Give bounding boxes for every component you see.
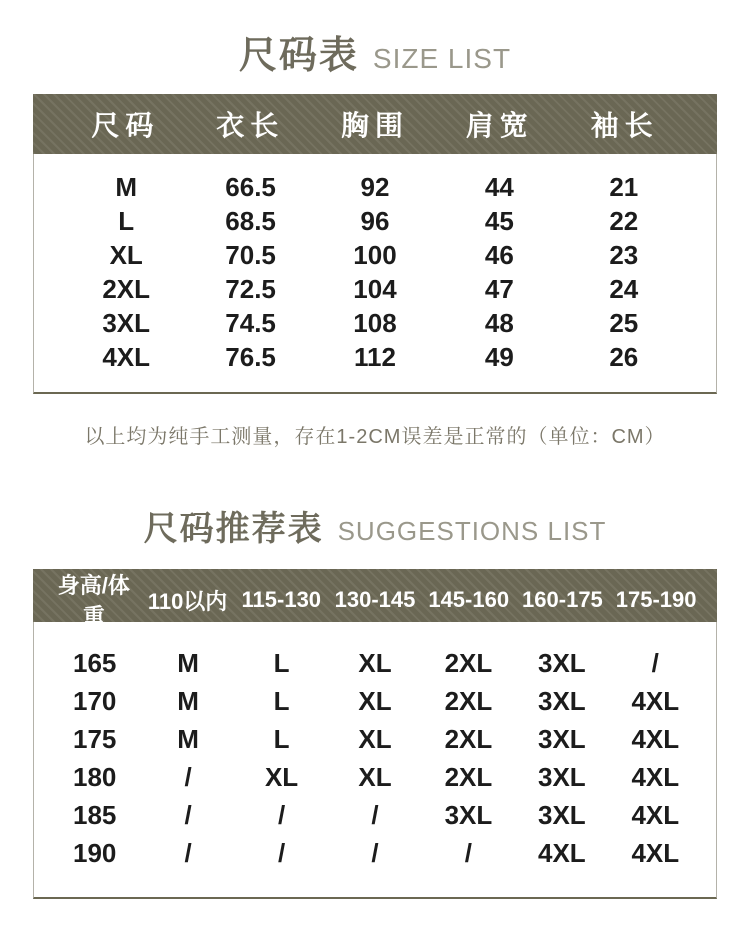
table-cell: 3XL — [538, 799, 586, 830]
table-cell: 112 — [354, 341, 396, 372]
table-cell: 23 — [609, 239, 639, 270]
table-cell: 76.5 — [225, 341, 276, 372]
table-cell: 3XL — [538, 647, 586, 678]
table-cell: / — [277, 837, 286, 868]
table-row — [34, 204, 716, 238]
table-cell: 4XL — [631, 799, 680, 830]
table-cell: 185 — [73, 799, 117, 830]
suggestion-table — [33, 569, 717, 899]
table-row — [34, 682, 716, 720]
table-row — [34, 720, 716, 758]
table-cell: 2XL — [444, 647, 493, 678]
table-row — [34, 238, 716, 272]
table-cell: 175 — [73, 723, 117, 754]
suggestion-table-body — [33, 622, 717, 899]
table-cell: 22 — [609, 205, 639, 236]
table-cell: 4XL — [631, 685, 680, 716]
table-cell: XL — [264, 761, 299, 792]
table-cell: 100 — [353, 239, 397, 270]
table-row — [34, 306, 716, 340]
size-table-note: 以上均为纯手工测量，存在1-2CM误差是正常的（单位：CM） — [84, 426, 666, 448]
table-cell: 21 — [609, 171, 639, 202]
header-cell-sleeve: 袖长 — [590, 110, 659, 141]
table-cell: / — [371, 837, 379, 868]
header-cell-length: 衣长 — [216, 110, 285, 141]
table-cell: M — [177, 723, 199, 754]
table-cell: 4XL — [631, 837, 680, 868]
table-cell: 104 — [353, 273, 397, 304]
size-table-title-cn: 尺码表 — [238, 35, 359, 77]
table-cell: / — [651, 647, 659, 678]
table-cell: 2XL — [444, 685, 493, 716]
table-cell: XL — [358, 647, 392, 678]
table-row — [34, 796, 716, 834]
table-cell: 4XL — [538, 837, 586, 868]
table-cell: M — [177, 685, 199, 716]
header-cell-bust: 胸围 — [340, 110, 409, 141]
table-row — [34, 272, 716, 306]
table-cell: 108 — [353, 307, 397, 338]
header-cell-weight-175-190: 175-190 — [615, 587, 697, 612]
table-cell: 74.5 — [225, 307, 276, 338]
table-cell: 2XL — [102, 273, 151, 304]
suggestion-table-title-cn: 尺码推荐表 — [143, 510, 324, 548]
table-cell: 44 — [484, 171, 514, 202]
table-cell: 4XL — [631, 723, 680, 754]
suggestion-table-title-en: SUGGESTIONS LIST — [337, 516, 607, 546]
table-cell: / — [371, 799, 379, 830]
table-cell: 46 — [484, 239, 514, 270]
table-row — [34, 644, 716, 682]
table-cell: 92 — [360, 171, 390, 202]
header-cell-size: 尺码 — [91, 110, 160, 141]
table-cell: 3XL — [538, 761, 586, 792]
table-cell: XL — [358, 723, 392, 754]
header-cell-weight-130-145: 130-145 — [334, 587, 416, 612]
table-cell: L — [118, 205, 135, 236]
table-cell: / — [277, 799, 286, 830]
table-cell: 49 — [484, 341, 514, 372]
table-cell: 72.5 — [225, 273, 276, 304]
table-cell: 68.5 — [225, 205, 276, 236]
table-cell: 3XL — [538, 723, 586, 754]
suggestion-table-header — [33, 569, 717, 629]
table-row — [34, 170, 716, 204]
header-cell-weight-145-160: 145-160 — [428, 587, 510, 612]
table-cell: 96 — [360, 205, 390, 236]
table-row — [34, 834, 716, 872]
table-cell: L — [273, 647, 290, 678]
header-cell-weight-110: 110以内 — [147, 588, 228, 614]
table-cell: 26 — [609, 341, 639, 372]
suggestion-table-title — [0, 507, 750, 551]
table-cell: 4XL — [631, 761, 680, 792]
table-cell: 165 — [73, 647, 117, 678]
table-cell: / — [464, 837, 473, 868]
table-cell: / — [184, 799, 192, 830]
table-cell: 2XL — [444, 723, 493, 754]
table-row — [34, 758, 716, 796]
table-cell: 4XL — [102, 341, 151, 372]
table-cell: 3XL — [102, 307, 151, 338]
table-cell: M — [115, 171, 138, 202]
table-cell: / — [184, 837, 192, 868]
header-cell-weight-160-175: 160-175 — [522, 587, 603, 612]
table-cell: / — [184, 761, 192, 792]
size-table-title-en: SIZE LIST — [372, 43, 512, 74]
header-cell-shoulder: 肩宽 — [465, 110, 534, 141]
header-cell-weight-115-130: 115-130 — [241, 587, 322, 612]
table-cell: 70.5 — [225, 239, 276, 270]
size-table-header — [33, 94, 717, 154]
table-cell: 45 — [484, 205, 514, 236]
table-cell: 24 — [609, 273, 639, 304]
table-cell: XL — [358, 761, 392, 792]
table-cell: 190 — [73, 837, 117, 868]
table-cell: L — [273, 723, 290, 754]
table-cell: 2XL — [444, 761, 493, 792]
table-cell: 170 — [73, 685, 117, 716]
table-cell: XL — [109, 239, 143, 270]
table-row — [34, 340, 716, 374]
table-cell: 47 — [484, 273, 514, 304]
table-cell: 25 — [609, 307, 639, 338]
table-cell: L — [273, 685, 290, 716]
table-cell: 66.5 — [225, 171, 276, 202]
table-cell: 3XL — [538, 685, 586, 716]
size-table — [33, 94, 717, 394]
header-cell-height-weight: 身高/体重 — [57, 573, 130, 629]
size-table-body — [33, 154, 717, 394]
size-table-title — [0, 34, 750, 78]
table-cell: XL — [358, 685, 392, 716]
table-cell: 3XL — [444, 799, 493, 830]
table-cell: 48 — [484, 307, 514, 338]
table-cell: M — [177, 647, 199, 678]
table-cell: 180 — [73, 761, 117, 792]
